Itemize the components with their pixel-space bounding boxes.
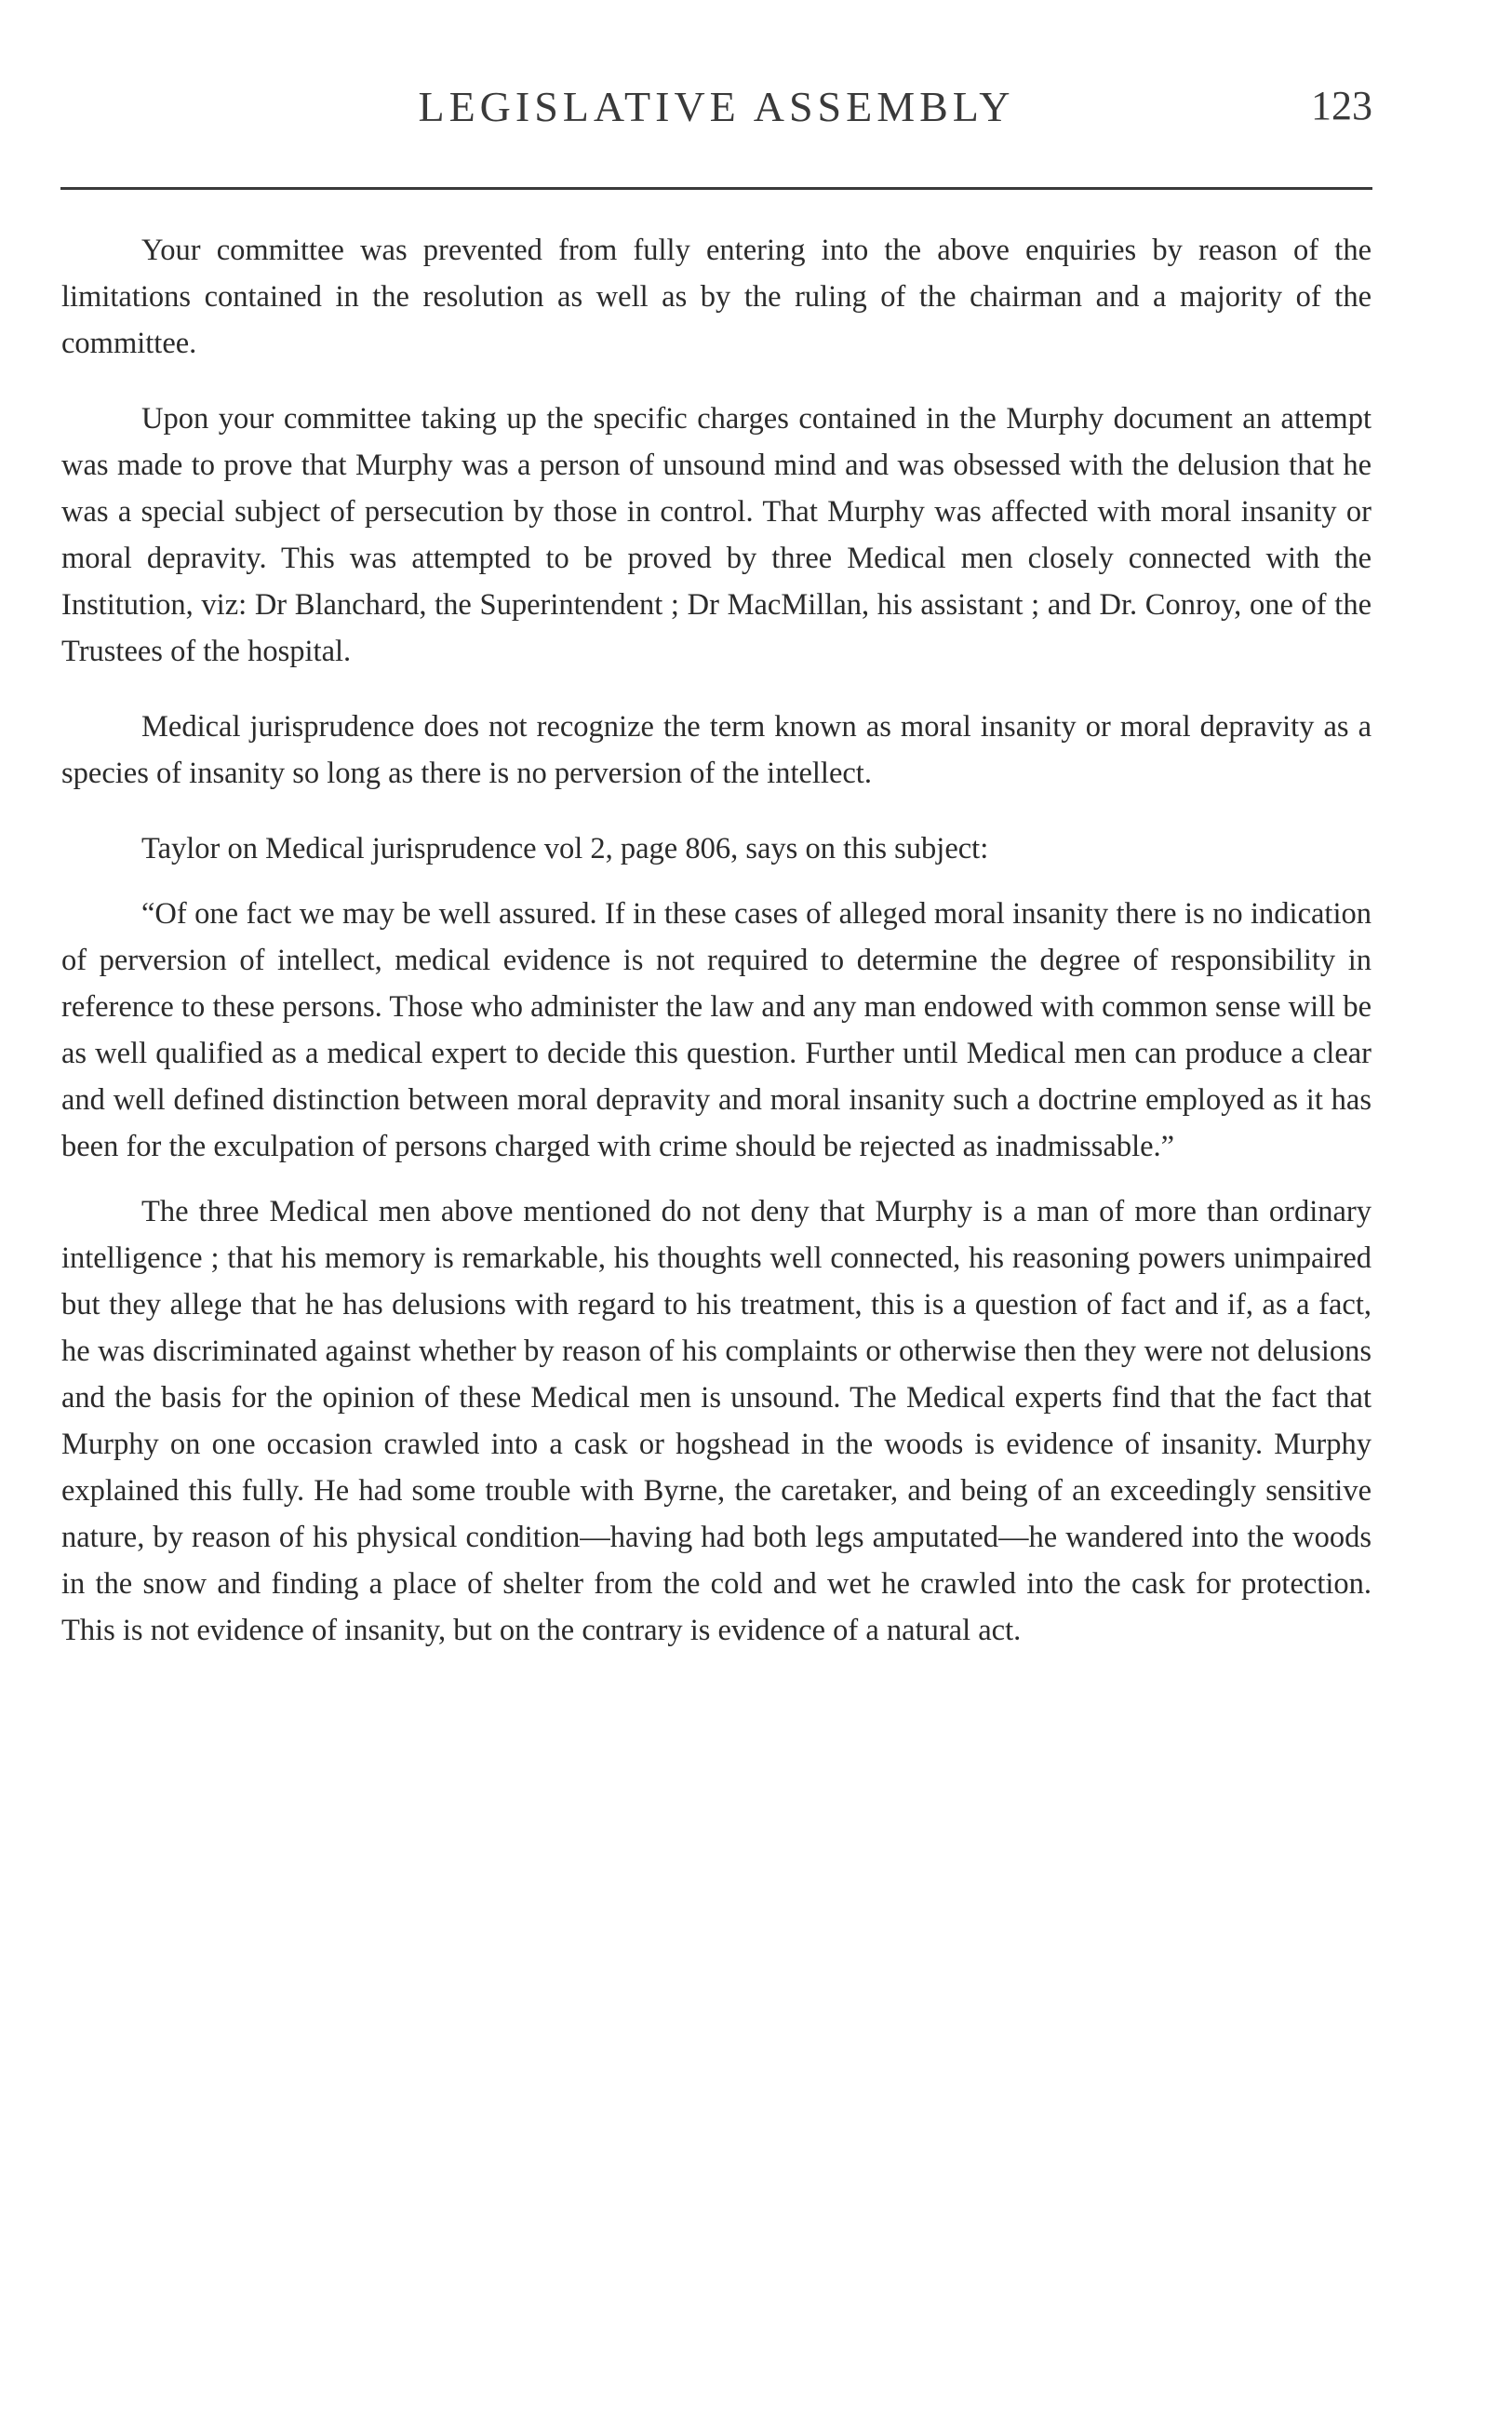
paragraph-taylor-quote: “Of one fact we may be well assured. If in these cases of alleged moral insanity there is no indication of perversion of intellect, medical evidence is not required to determine the degree of responsibility in reference to these persons. Those who administer the law and any man endowed with common sense will be as well qualified as a medical expert to decide this question. Further until Medical men can produce a clear and well defined distinction between moral depravity and moral insanity such a doctrine employed as it has been for the exculpation of persons charged with crime should be rejected as inadmissable.” (61, 897, 1372, 1163)
body-text (61, 227, 1372, 1654)
paragraph-three-medical-men: The three Medical men above mentioned do not deny that Murphy is a man of more than ordinary intelligence ; that his memory is remarkable, his thoughts well connected, his reasoning powers unimpaired but they allege that he has delusions with regard to his treatment, this is a question of fact and if, as a fact, he was discriminated against whether by reason of his complaints or otherwise then they were not delusions and the basis for the opinion of these Medical men is unsound. The Medical experts find that the fact that Murphy on one occasion crawled into a cask or hogshead in the woods is evidence of insanity. Murphy explained this fully. He had some trouble with Byrne, the caretaker, and being of an exceedingly sensitive nature, by reason of his physical condition—having had both legs amputated—he wandered into the woods in the snow and finding a place of shelter from the cold and wet he crawled into the cask for protection. This is not evidence of insanity, but on the contrary is evidence of a natural act. (61, 1195, 1372, 1647)
paragraph-medical-jurisprudence: Medical jurisprudence does not recognize the term known as moral insanity or moral depravity as a species of insanity so long as there is no perversion of the intellect. (61, 710, 1372, 790)
page-number: 123 (1311, 83, 1372, 128)
header-rule (60, 187, 1372, 190)
page-header (60, 82, 1372, 147)
paragraph-committee-prevented: Your committee was prevented from fully entering into the above enquiries by reason of the limitations contained in the resolution as well as by the ruling of the chairman and a majority of the committee. (61, 234, 1372, 360)
running-head: LEGISLATIVE ASSEMBLY (418, 83, 1015, 130)
paragraph-specific-charges: Upon your committee taking up the specific charges contained in the Murphy document an attempt was made to prove that Murphy was a person of unsound mind and was obsessed with the delusion that he was a special subject of persecution by those in control. That Murphy was affected with moral insanity or moral depravity. This was attempted to be proved by three Medical men closely connected with the Institution, viz: Dr Blanchard, the Superintendent ; Dr MacMillan, his assistant ; and Dr. Conroy, one of the Trustees of the hospital. (61, 402, 1372, 668)
paragraph-taylor-citation: Taylor on Medical jurisprudence vol 2, page 806, says on this subject: (141, 832, 989, 865)
